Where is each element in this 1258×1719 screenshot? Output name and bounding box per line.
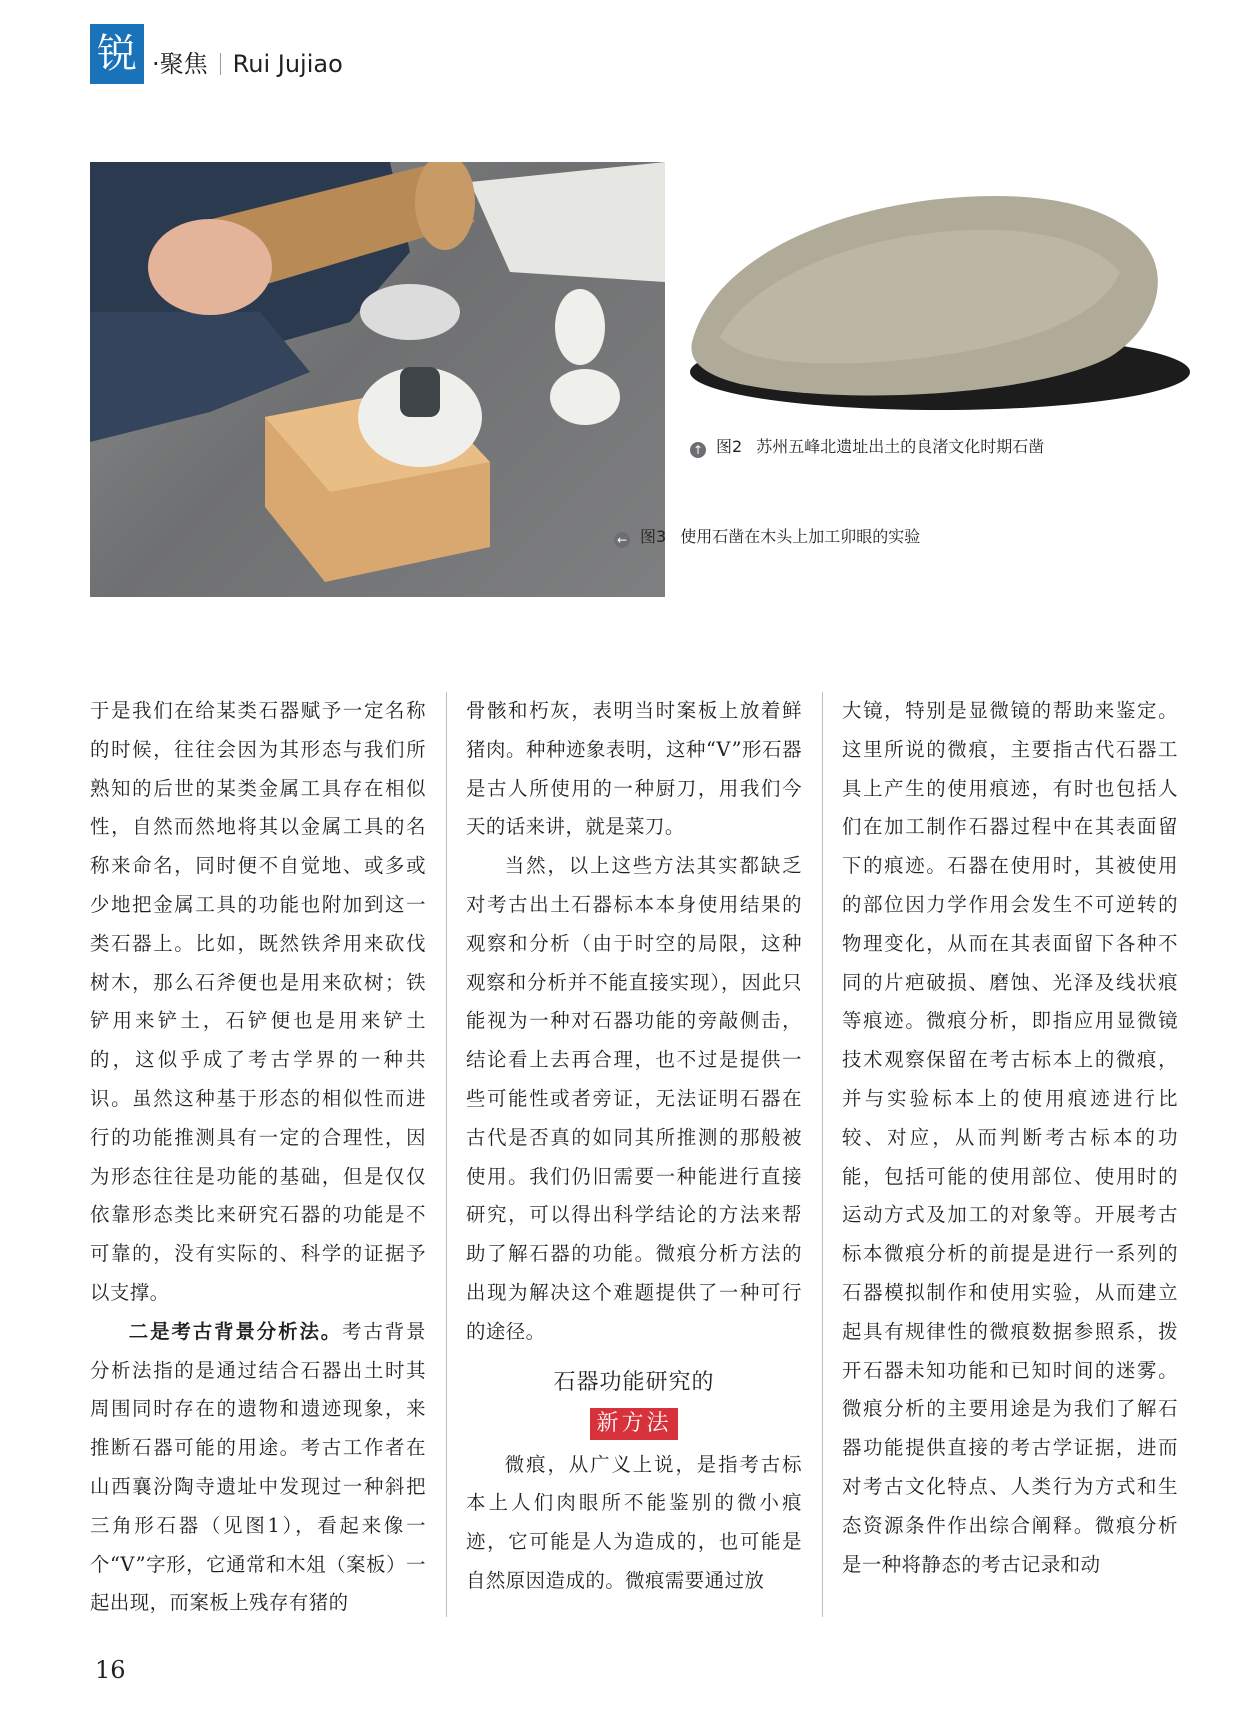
- column-1-bold-lead: 二是考古背景分析法。: [128, 1319, 343, 1343]
- column-2: [466, 692, 802, 1601]
- subheading-line-2: 新方法: [590, 1408, 677, 1440]
- section-title: ·聚焦: [152, 50, 208, 78]
- figure-3-number: 图3: [640, 527, 667, 546]
- section-english-title: Rui Jujiao: [232, 50, 343, 78]
- column-divider-2: [822, 692, 823, 1617]
- column-2-paragraph-2: 当然，以上这些方法其实都缺乏对考古出土石器标本本身使用结果的观察和分析（由于时空的局限，这种观察和分析并不能直接实现），因此只能视为一种对石器功能的旁敲侧击，结论看上去再合理，也不过是提供一些可能性或者旁证，无法证明石器在古代是否真的如同其所推测的那般被使用。我们仍旧需要一种能进行直接研究，可以得出科学结论的方法来帮助了解石器的功能。微痕分析方法的出现为解决这个难题提供了一种可行的途径。: [466, 854, 802, 1343]
- column-1-paragraph-2-text: 考古背景分析法指的是通过结合石器出土时其周围同时存在的遗物和遗迹现象，来推断石器可能的用途。考古工作者在山西襄汾陶寺遗址中发现过一种斜把三角形石器（见图1），看起来像一个“V”字形，它通常和木俎（案板）一起出现，而案板上残存有猪的: [90, 1319, 427, 1615]
- figure-2-number: 图2: [716, 437, 743, 456]
- subheading-line-1: 石器功能研究的: [553, 1369, 715, 1395]
- column-3: [842, 692, 1178, 1584]
- column-divider-1: [446, 692, 447, 1617]
- section-badge: 锐: [90, 24, 144, 84]
- section-subheading: [466, 1368, 802, 1440]
- column-2-paragraph-1: 骨骸和朽灰，表明当时案板上放着鲜猪肉。种种迹象表明，这种“V”形石器是古人所使用的一种厨刀，用我们今天的话来讲，就是菜刀。: [466, 699, 802, 839]
- figure-3-caption-text: 使用石凿在木头上加工卯眼的实验: [680, 527, 921, 546]
- column-3-paragraph-1: 大镜，特别是显微镜的帮助来鉴定。这里所说的微痕，主要指古代石器工具上产生的使用痕迹，有时也包括人们在加工制作石器过程中在其表面留下的痕迹。石器在使用时，其被使用的部位因力学作用会发生不可逆转的物理变化，从而在其表面留下各种不同的片疤破损、磨蚀、光泽及线状痕等痕迹。微痕分析，即指应用显微镜技术观察保留在考古标本上的微痕，并与实验标本上的使用痕迹进行比较、对应，从而判断考古标本的功能，包括可能的使用部位、使用时的运动方式及加工的对象等。开展考古标本微痕分析的前提是进行一系列的石器模拟制作和使用实验，从而建立起具有规律性的微痕数据参照系，拨开石器未知功能和已知时间的迷雾。微痕分析的主要用途是为我们了解石器功能提供直接的考古学证据，进而对考古文化特点、人类行为方式和生态资源条件作出综合阐释。微痕分析是一种将静态的考古记录和动: [842, 699, 1178, 1576]
- figure-2-photo: [680, 162, 1200, 562]
- arrow-left-icon: ←: [614, 532, 630, 548]
- page-number: 16: [95, 1656, 126, 1684]
- figure-3-photo: [90, 162, 665, 597]
- column-1-paragraph-1: 于是我们在给某类石器赋予一定名称的时候，往往会因为其形态与我们所熟知的后世的某类金属工具存在相似性，自然而然地将其以金属工具的名称来命名，同时便不自觉地、或多或少地把金属工具的功能也附加到这一类石器上。比如，既然铁斧用来砍伐树木，那么石斧便也是用来砍树；铁铲用来铲土，石铲便也是用来铲土的，这似乎成了考古学界的一种共识。虽然这种基于形态的相似性而进行的功能推测具有一定的合理性，因为形态往往是功能的基础，但是仅仅依靠形态类比来研究石器的功能是不可靠的，没有实际的、科学的证据予以支撑。: [90, 699, 426, 1304]
- column-2-paragraph-3: 微痕，从广义上说，是指考古标本上人们肉眼所不能鉴别的微小痕迹，它可能是人为造成的，也可能是自然原因造成的。微痕需要通过放: [466, 1452, 802, 1592]
- section-header: [152, 44, 343, 79]
- column-1: [90, 692, 426, 1623]
- figure-3-caption: [614, 524, 920, 548]
- figure-2-caption: [690, 434, 1044, 458]
- arrow-up-icon: ↑: [690, 442, 706, 458]
- column-1-paragraph-2: [90, 1313, 426, 1623]
- experiment-illustration: [90, 162, 665, 597]
- header-divider: [220, 53, 221, 75]
- stone-chisel-illustration: [680, 162, 1200, 432]
- figure-2-caption-text: 苏州五峰北遗址出土的良渚文化时期石凿: [756, 437, 1045, 456]
